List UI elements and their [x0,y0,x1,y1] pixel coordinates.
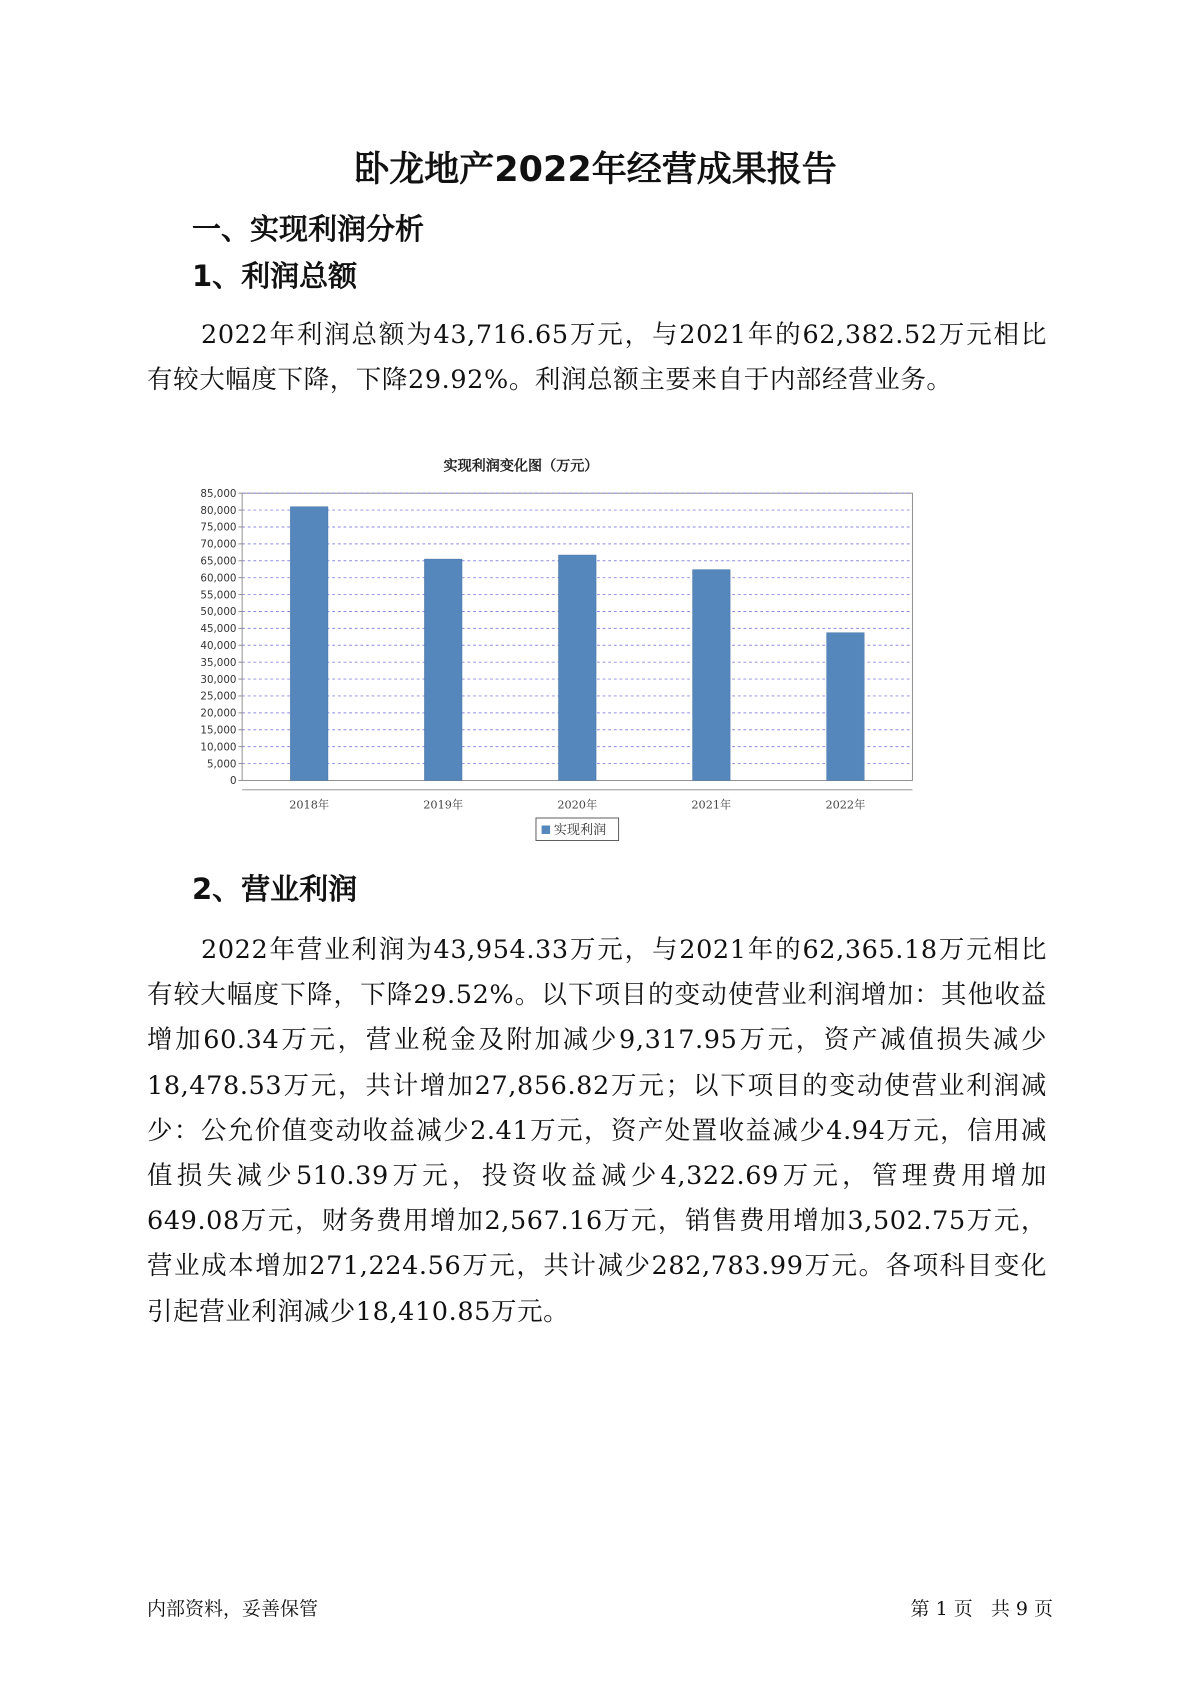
y-tick-label: 15,000 [200,724,237,737]
y-tick-label: 45,000 [200,623,237,636]
x-tick-label: 2022年 [825,798,866,812]
y-tick-label: 40,000 [200,640,237,653]
y-tick-label: 60,000 [200,572,237,585]
subheading-operating-profit: 2、营业利润 [192,872,358,906]
x-tick-label: 2019年 [423,798,464,812]
footer-confidential-note: 内部资料，妥善保管 [147,1598,319,1620]
profit-bar-chart [147,450,1047,910]
y-tick-label: 50,000 [200,606,237,619]
y-tick-label: 20,000 [200,707,237,720]
chart-legend [536,818,619,841]
y-tick-label: 30,000 [200,673,237,686]
legend-swatch [542,826,550,834]
bar-2018年 [290,507,328,781]
x-tick-label: 2021年 [691,798,732,812]
y-tick-label: 5,000 [206,758,237,771]
subheading-total-profit: 1、利润总额 [192,259,358,293]
page-title: 卧龙地产2022年经营成果报告 [354,150,837,190]
y-axis-ticks [200,488,242,787]
paragraph-total-profit: 2022年利润总额为43,716.65万元，与2021年的62,382.52万元相比有较大幅度下降，下降29.92%。利润总额主要来自于内部经营业务。 [147,320,1047,396]
x-axis-ticks [289,798,865,812]
footer-page-number: 第 1 页 共 9 页 [910,1598,1053,1620]
y-tick-label: 75,000 [200,521,237,534]
section-heading-profit-analysis: 一、实现利润分析 [192,212,425,246]
y-tick-label: 65,000 [200,555,237,568]
y-tick-label: 70,000 [200,538,237,551]
y-tick-label: 80,000 [200,504,237,517]
bar-2019年 [424,559,462,780]
bar-2020年 [559,555,597,780]
bar-2021年 [693,570,731,781]
legend-label: 实现利润 [553,822,607,838]
bar-2022年 [827,633,865,781]
y-tick-label: 35,000 [200,656,237,669]
x-tick-label: 2018年 [289,798,330,812]
chart-svg [147,450,1047,910]
chart-title: 实现利润变化图（万元） [443,458,599,475]
x-tick-label: 2020年 [557,798,598,812]
y-tick-label: 55,000 [200,589,237,602]
paragraph-operating-profit: 2022年营业利润为43,954.33万元，与2021年的62,365.18万元相比有较大幅度下降，下降29.52%。以下项目的变动使营业利润增加：其他收益增加60.34万元，营业税金及附加减少9,317.95万元，资产减值损失减少18,478.53万元，共计增加27,856.82万元；以下项目的变动使营业利润减少：公允价值变动收益减少2.41万元，资产处置收益减少4.94万元，信用减值损失减少510.39万元，投资收益减少4,322.69万元，管理费用增加649.08万元，财务费用增加2,567.16万元，销售费用增加3,502.75万元，营业成本增加271,224.56万元，共计减少282,783.99万元。各项科目变化引起营业利润减少18,410.85万元。 [147,935,1047,1327]
y-tick-label: 85,000 [200,487,237,500]
y-tick-label: 10,000 [200,741,237,754]
y-tick-label: 25,000 [200,690,237,703]
y-tick-label: 0 [229,775,237,788]
